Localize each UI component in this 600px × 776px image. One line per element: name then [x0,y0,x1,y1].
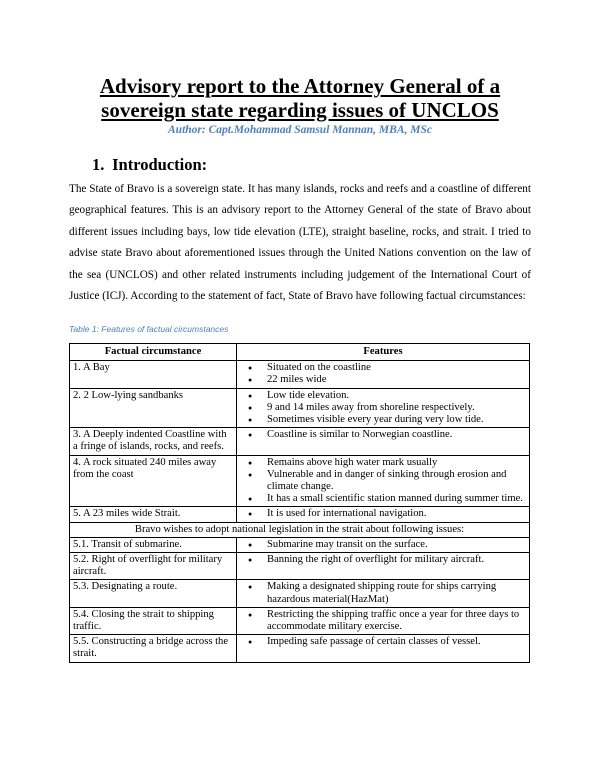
features-list [240,636,526,648]
features-list [240,429,526,441]
title-line-2: sovereign state regarding issues of UNCLOS [101,98,499,122]
feature-item: ● Situated on the coastline [240,362,526,374]
section-title: Introduction: [112,155,208,174]
table-row [70,607,530,634]
table-caption: Table 1: Features of factual circumstances [69,324,229,334]
features-cell [237,607,530,634]
circumstance-cell: 5.1. Transit of submarine. [70,537,237,552]
features-cell [237,388,530,428]
table-row [70,455,530,507]
feature-item: ● Low tide elevation. [240,390,526,402]
feature-item: ● Impeding safe passage of certain classes of vessel. [240,636,526,648]
table-body-main [70,361,530,522]
circumstance-cell: 5.2. Right of overflight for military aircraft. [70,553,237,580]
feature-item: ● Making a designated shipping route for ships carrying hazardous material(HazMat) [240,581,526,605]
table-row [70,580,530,607]
intro-paragraph: The State of Bravo is a sovereign state. It has many islands, rocks and reefs and a coastline of different geographical features. This is an advisory report to the Attorney General of the state of Bravo about different issues including bays, low tide elevation (LTE), straight baseline, rocks, and strait. I tried to advise state Bravo about aforementioned issues through the United Nations convention on the law of the sea (UNCLOS) and other related instruments including judgement of the International Court of Justice (ICJ). According to the statement of fact, State of Bravo have following factual circumstances: [69,183,531,303]
table-row [70,553,530,580]
features-cell [237,361,530,388]
feature-item: ● 22 miles wide [240,374,526,386]
feature-item: ● It has a small scientific station manned during summer time. [240,493,526,505]
circumstance-cell: 5. A 23 miles wide Strait. [70,507,237,522]
table-body-strait [70,537,530,662]
circumstance-cell: 2. 2 Low-lying sandbanks [70,388,237,428]
features-cell [237,455,530,507]
feature-item: ● Remains above high water mark usually [240,457,526,469]
circumstance-cell: 3. A Deeply indented Coastline with a fringe of islands, rocks, and reefs. [70,428,237,455]
feature-item: ● Submarine may transit on the surface. [240,539,526,551]
feature-item: ● 9 and 14 miles away from shoreline respectively. [240,402,526,414]
features-list [240,362,526,386]
header-circumstance: Factual circumstance [70,344,237,361]
features-list [240,554,526,566]
features-list [240,390,526,427]
feature-item: ● Sometimes visible every year during very low tide. [240,414,526,426]
table-row [70,361,530,388]
circumstance-cell: 5.5. Constructing a bridge across the strait. [70,635,237,662]
document-title [60,74,540,122]
table-header-row [70,344,530,361]
table-span-row [70,522,530,537]
features-list [240,508,526,520]
feature-item: ● Vulnerable and in danger of sinking through erosion and climate change. [240,469,526,493]
table-row [70,388,530,428]
circumstance-cell: 1. A Bay [70,361,237,388]
circumstance-cell: 5.3. Designating a route. [70,580,237,607]
features-cell [237,553,530,580]
feature-item: ● Coastline is similar to Norwegian coastline. [240,429,526,441]
features-cell [237,635,530,662]
feature-item: ● Banning the right of overflight for military aircraft. [240,554,526,566]
title-line-1: Advisory report to the Attorney General of a [99,74,501,98]
features-cell [237,537,530,552]
features-cell [237,507,530,522]
table-row [70,507,530,522]
circumstance-cell: 5.4. Closing the strait to shipping traffic. [70,607,237,634]
circumstance-cell: 4. A rock situated 240 miles away from the coast [70,455,237,507]
author-line: Author: Capt.Mohammad Samsul Mannan, MBA, MSc [168,124,432,136]
features-list [240,539,526,551]
span-row-text: Bravo wishes to adopt national legislation in the strait about following issues: [70,522,530,537]
features-list [240,581,526,605]
section-number: 1. [92,155,105,174]
features-cell [237,580,530,607]
features-list [240,457,526,506]
features-cell [237,428,530,455]
feature-item: ● Restricting the shipping traffic once a year for three days to accommodate military exercise. [240,609,526,633]
table-row [70,537,530,552]
feature-item: ● It is used for international navigation. [240,508,526,520]
table-row [70,635,530,662]
table-row [70,428,530,455]
section-heading [92,155,207,175]
header-features: Features [237,344,530,361]
features-list [240,609,526,633]
factual-circumstances-table [69,343,530,663]
